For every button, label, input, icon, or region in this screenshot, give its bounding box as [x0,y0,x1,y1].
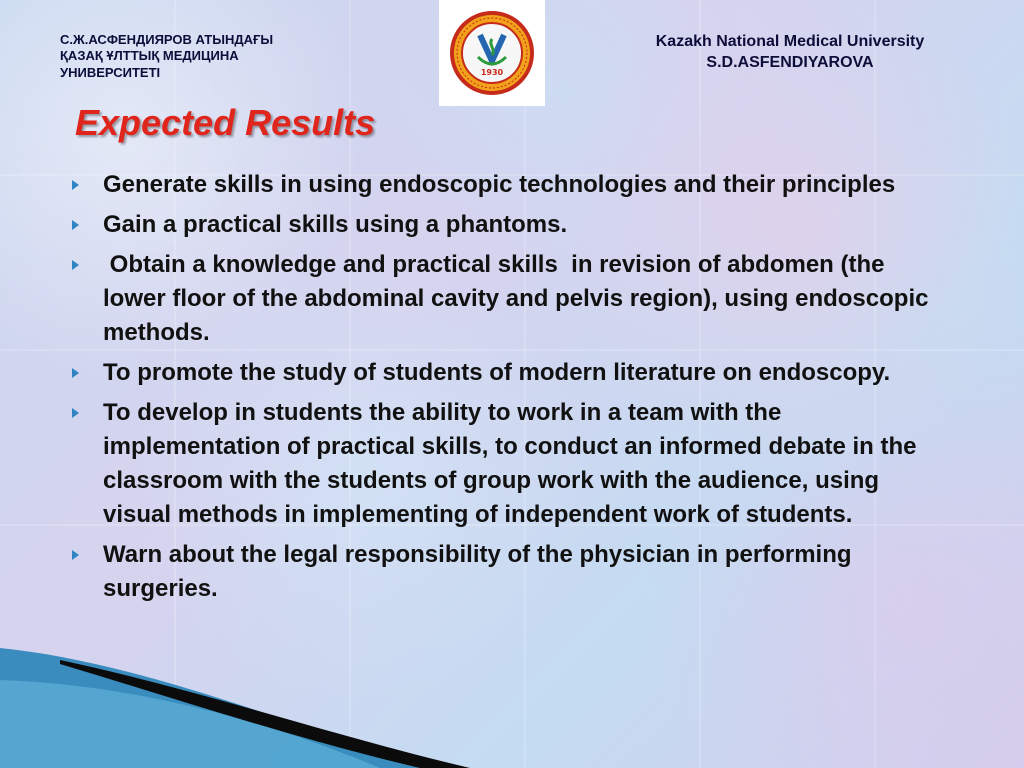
university-name-kazakh-line-1: С.Ж.АСФЕНДИЯРОВ АТЫНДАҒЫ [60,32,274,47]
bullet-text: To develop in students the ability to work in a team with the implementation of practical skills, to conduct an informed debate in the classroom with the students of group work with the audience, using visual methods in implementing of independent work of students. [103,399,917,528]
triangle-right-icon [72,408,79,418]
bullet-item [72,168,952,202]
bullet-text: To promote the study of students of modern literature on endoscopy. [103,359,891,386]
bullet-item [72,538,952,606]
bullet-item [72,248,952,350]
decorative-swoosh [0,640,480,768]
swoosh-light-band [0,680,380,768]
bullet-item [72,208,952,242]
bullet-list [72,168,952,612]
slide-title: Expected Results [75,102,376,143]
triangle-right-icon [72,180,79,190]
bullet-text: Obtain a knowledge and practical skills in revision of abdomen (the lower floor of the abdominal cavity and pelvis region), using endoscopic methods. [103,251,936,346]
bullet-text: Gain a practical skills using a phantoms. [103,211,568,238]
bullet-item [72,356,952,390]
university-name-kazakh-line-3: УНИВЕРСИТЕТІ [60,64,161,80]
university-name-english-line-1: Kazakh National Medical University [655,33,925,50]
university-name-kazakh-line-2: ҚАЗАҚ ҰЛТТЫҚ МЕДИЦИНА [60,48,239,64]
university-logo [439,0,545,106]
university-name-english-line-2: S.D.ASFENDIYAROVA [706,53,874,71]
university-name-kazakh [60,32,360,81]
triangle-right-icon [72,368,79,378]
bullet-text: Warn about the legal responsibility of the physician in performing surgeries. [103,541,852,602]
university-emblem-icon [444,5,540,101]
logo-year: 1930 [480,68,504,77]
triangle-right-icon [72,550,79,560]
university-name-english [600,32,980,74]
bullet-item [72,396,952,532]
bullet-text: Generate skills in using endoscopic technologies and their principles [103,171,896,198]
swoosh-dark-band [60,660,470,768]
swoosh-blue-band [0,648,420,768]
triangle-right-icon [72,260,79,270]
triangle-right-icon [72,220,79,230]
